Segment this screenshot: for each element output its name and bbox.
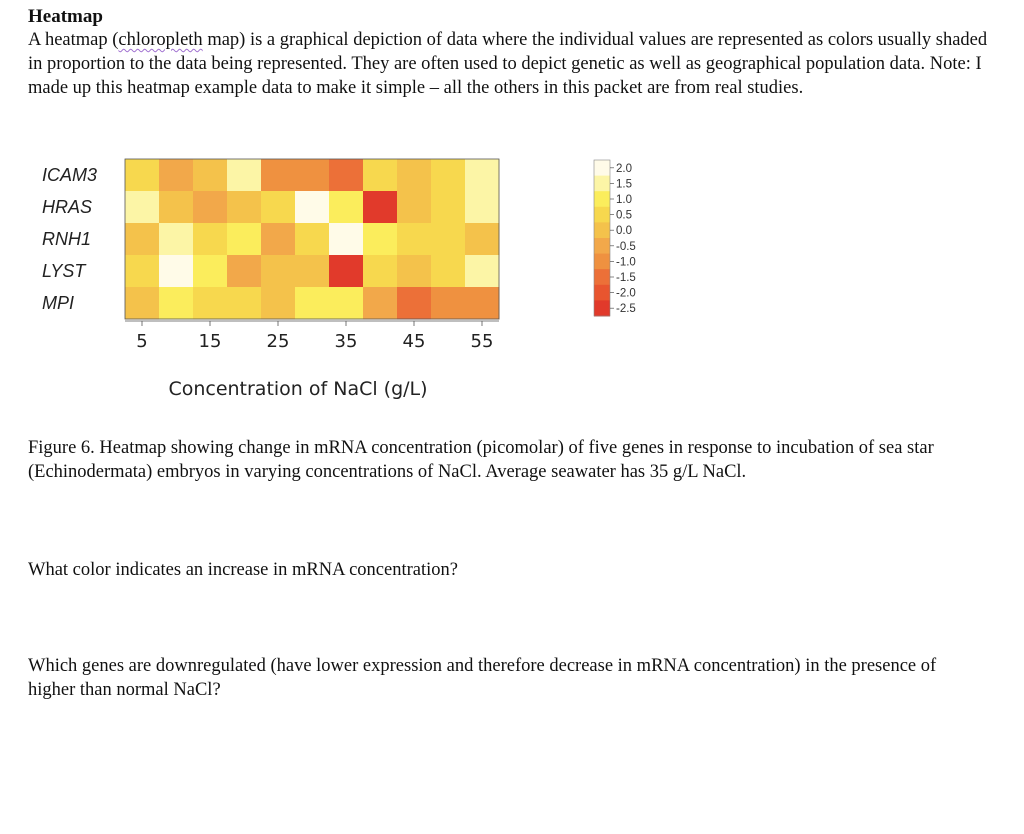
heatmap-cell <box>465 287 500 320</box>
heatmap-cell <box>363 159 398 192</box>
x-tick-label: 35 <box>334 331 358 352</box>
heatmap-cells <box>125 159 500 320</box>
heatmap-cell <box>159 255 194 288</box>
colorbar-tick-label: -1.0 <box>616 256 636 269</box>
heatmap-cell <box>125 223 160 256</box>
heatmap-cell <box>193 287 228 320</box>
heatmap-cell <box>227 191 262 224</box>
colorbar-tick-label: 0.5 <box>616 209 632 222</box>
heatmap-figure <box>0 150 1024 420</box>
colorbar-segment <box>594 160 610 176</box>
heatmap-cell <box>363 255 398 288</box>
heatmap-cell <box>261 287 296 320</box>
section-heading: Heatmap <box>28 6 103 27</box>
x-tick-label: 25 <box>266 331 290 352</box>
x-tick-label: 15 <box>198 331 222 352</box>
heatmap-cell <box>193 255 228 288</box>
colorbar-tick-label: 1.5 <box>616 178 632 191</box>
colorbar-tick-label: -0.5 <box>616 240 636 253</box>
heatmap-cell <box>193 223 228 256</box>
colorbar-tick-label: -1.5 <box>616 272 636 284</box>
heatmap-cell <box>295 255 330 288</box>
colorbar-tick-label: -2.0 <box>616 287 636 300</box>
heatmap-cell <box>363 287 398 320</box>
heatmap-cell <box>397 255 432 288</box>
heatmap-cell <box>295 287 330 320</box>
heatmap-cell <box>159 191 194 224</box>
heatmap-cell <box>261 159 296 192</box>
heatmap-cell <box>261 255 296 288</box>
heatmap-cell <box>227 255 262 288</box>
colorbar-segment <box>594 238 610 254</box>
heatmap-cell <box>397 287 432 320</box>
heatmap-cell <box>329 223 364 256</box>
heatmap-cell <box>193 159 228 192</box>
heatmap-cell <box>125 287 160 320</box>
heatmap-cell <box>465 255 500 288</box>
intro-text-before: A heatmap ( <box>28 30 119 50</box>
x-tick-label: 5 <box>136 331 148 352</box>
colorbar-segment <box>594 191 610 207</box>
heatmap-cell <box>397 191 432 224</box>
colorbar-segment <box>594 222 610 238</box>
x-axis-label: Concentration of NaCl (g/L) <box>168 378 428 400</box>
heatmap-cell <box>431 287 466 320</box>
gene-label: RNH1 <box>42 229 92 249</box>
heatmap-cell <box>261 223 296 256</box>
question-2: Which genes are downregulated (have lower expression and therefore decrease in mRNA concentration) in the presence of higher than normal NaCl? <box>28 656 937 700</box>
heatmap-cell <box>227 287 262 320</box>
heatmap-cell <box>125 191 160 224</box>
heatmap-cell <box>329 159 364 192</box>
colorbar-segment <box>594 269 610 285</box>
colorbar-tick-label: 2.0 <box>616 162 632 175</box>
colorbar-tick-label: 0.0 <box>616 225 632 238</box>
colorbar-segment <box>594 207 610 223</box>
colorbar-tick-label: 1.0 <box>616 194 632 206</box>
heatmap-cell <box>193 191 228 224</box>
heatmap-cell <box>295 159 330 192</box>
heatmap-cell <box>227 223 262 256</box>
heatmap-cell <box>431 223 466 256</box>
gene-label: ICAM3 <box>42 165 98 185</box>
heatmap-cell <box>125 159 160 192</box>
heatmap-cell <box>329 191 364 224</box>
heatmap-cell <box>465 223 500 256</box>
heatmap-cell <box>363 191 398 224</box>
heatmap-cell <box>431 255 466 288</box>
heatmap-cell <box>329 255 364 288</box>
heatmap-cell <box>465 191 500 224</box>
heatmap-cell <box>295 191 330 224</box>
heatmap-cell <box>159 223 194 256</box>
gene-label: LYST <box>42 261 86 281</box>
heatmap-cell <box>431 191 466 224</box>
heatmap-cell <box>125 255 160 288</box>
colorbar-tick-label: -2.5 <box>616 303 636 316</box>
x-tick-label: 45 <box>402 331 426 352</box>
colorbar <box>594 160 636 317</box>
colorbar-segment <box>594 254 610 270</box>
colorbar-segment <box>594 176 610 192</box>
heatmap-cell <box>227 159 262 192</box>
heatmap-cell <box>159 287 194 320</box>
heatmap-cell <box>465 159 500 192</box>
heatmap-cell <box>431 159 466 192</box>
intro-paragraph <box>28 28 988 100</box>
heatmap-cell <box>295 223 330 256</box>
gene-label: MPI <box>42 293 75 313</box>
heatmap-cell <box>261 191 296 224</box>
heatmap-cell <box>397 159 432 192</box>
gene-label: HRAS <box>42 197 93 217</box>
question-1: What color indicates an increase in mRNA concentration? <box>28 560 458 580</box>
intro-text-after: map) is a graphical depiction of data where the individual values are represented as colors usually shaded in proportion to the data being represented. They are often used to depict genetic as well as geographical population data. Note: I made up this heatmap example data to make it simple – all the others in this packet are from real studies. <box>28 30 988 98</box>
x-axis <box>125 321 499 352</box>
heatmap-cell <box>159 159 194 192</box>
x-tick-label: 55 <box>470 331 494 352</box>
misspelled-word[interactable]: chloropleth <box>118 30 203 50</box>
heatmap-cell <box>397 223 432 256</box>
heatmap-cell <box>363 223 398 256</box>
colorbar-segment <box>594 300 610 316</box>
figure-caption: Figure 6. Heatmap showing change in mRNA concentration (picomolar) of five genes in response to incubation of sea star (Echinodermata) embryos in varying concentrations of NaCl. Average seawater has 35 g/L NaCl. <box>28 438 934 482</box>
colorbar-segment <box>594 285 610 301</box>
gene-labels <box>42 165 97 313</box>
heatmap-cell <box>329 287 364 320</box>
